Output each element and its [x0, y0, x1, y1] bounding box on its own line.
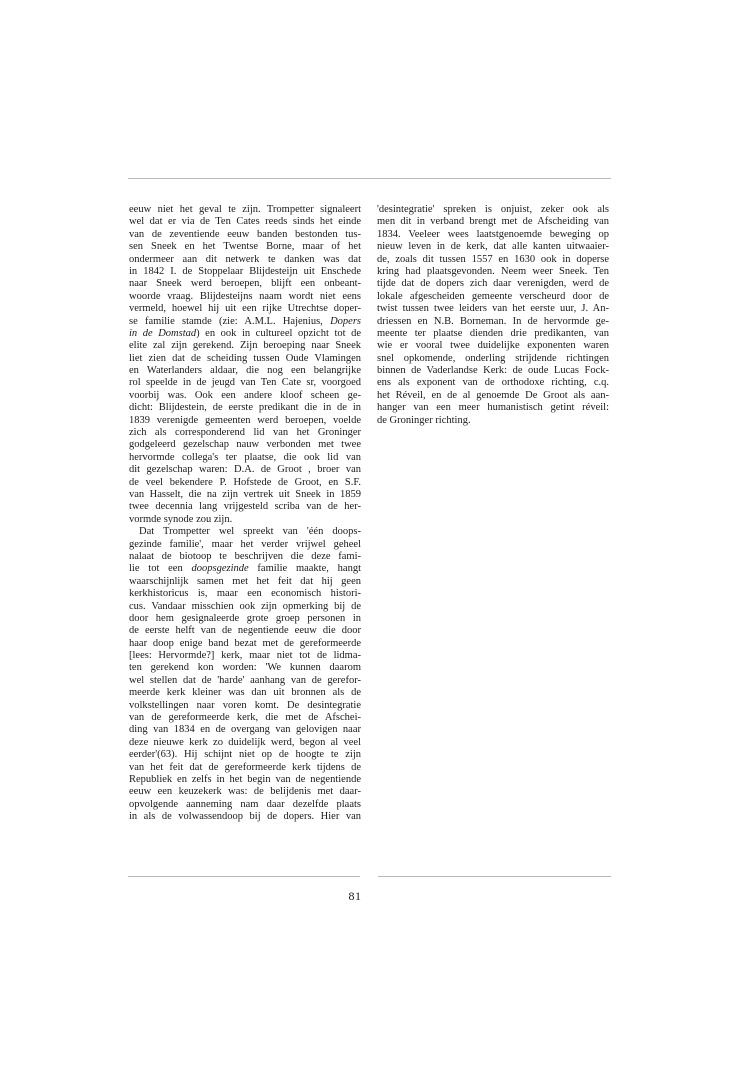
- right-column: [377, 204, 609, 427]
- line-text: eerder'(63). Hij schijnt niet op de hoogte te zijn: [129, 749, 361, 761]
- line-text: opvolgende aanneming nam daar dezelfde plaats: [129, 798, 361, 810]
- text-line: [377, 229, 609, 241]
- line-text: hanger van een meer humanistisch getint réveil:: [377, 402, 609, 414]
- text-line: [129, 799, 361, 811]
- text-line: [129, 204, 361, 216]
- text-line: [129, 650, 361, 662]
- line-text: de veel bekendere P. Hofstede de Groot, en S.F.: [129, 476, 361, 488]
- line-text: familie maakte, hangt: [248, 563, 361, 575]
- text-line: [129, 402, 361, 414]
- line-text: wel dat er via de Ten Cates reeds sinds het einde: [129, 216, 361, 228]
- line-text: de Groninger richting.: [377, 414, 471, 426]
- text-line: [129, 724, 361, 736]
- line-text: in als de volwassendoop bij de dopers. Hier van: [129, 811, 361, 823]
- line-text: ens als exponent van de orthodoxe richting, c.q.: [377, 377, 609, 389]
- text-line: [129, 638, 361, 650]
- text-line: [129, 737, 361, 749]
- line-text: elite zal zijn gerekend. Zijn beroeping naar Sneek: [129, 340, 361, 352]
- italic-text: in de Domstad: [129, 327, 197, 339]
- line-text: eeuw niet het geval te zijn. Trompetter signaleert: [129, 204, 361, 215]
- text-line: [129, 415, 361, 427]
- text-line: [129, 439, 361, 451]
- text-line: [129, 774, 361, 786]
- line-text: door hem gesignaleerde grote groep personen in: [129, 612, 361, 624]
- line-text: lokale afgescheiden gemeente verscheurd door de: [377, 290, 609, 302]
- text-line: [129, 278, 361, 290]
- line-text: deze nieuwe kerk zo duidelijk werd, begon al veel: [129, 736, 361, 748]
- line-text: en Waterlanders aldaar, die nog een belangrijke: [129, 365, 361, 377]
- line-text: sen Sneek en het Twentse Borne, maar of het: [129, 241, 361, 253]
- line-text: voorbij was. Ook een andere kloof scheen ge-: [129, 389, 361, 401]
- line-text: ) en ook in cultureel opzicht tot de: [196, 327, 361, 339]
- text-line: [129, 501, 361, 513]
- line-text: gezinde familie', maar het verder vrijwel geheel: [129, 538, 361, 550]
- line-text: men dit in verband brengt met de Afscheiding van: [377, 216, 609, 228]
- text-line: [129, 464, 361, 476]
- text-line: [129, 216, 361, 228]
- text-line: [377, 365, 609, 377]
- text-line: [129, 340, 361, 352]
- text-line: [377, 291, 609, 303]
- line-text: tijde dat de dopers zich daar verenigden, werd de: [377, 278, 609, 290]
- text-line: [377, 353, 609, 365]
- line-text: lie tot een: [129, 563, 192, 575]
- text-line: [129, 576, 361, 588]
- line-text: rol speelde in de jeugd van Ten Cate sr, voorgoed: [129, 377, 361, 389]
- line-text: liet zien dat de scheiding tussen Oude Vlamingen: [129, 352, 361, 364]
- text-line: [129, 539, 361, 551]
- text-line: [377, 204, 609, 216]
- text-line: [377, 303, 609, 315]
- text-line: [129, 700, 361, 712]
- text-line: [129, 551, 361, 563]
- left-column: [129, 204, 361, 824]
- line-text: van de zeventiende eeuw banden bestonden tus-: [129, 228, 361, 240]
- text-line: [129, 526, 361, 538]
- line-text: wie er vooral twee duidelijke exponenten waren: [377, 340, 609, 352]
- line-text: het Réveil, en de al genoemde De Groot als aan-: [377, 389, 609, 401]
- text-line: [377, 340, 609, 352]
- page-number: 81: [348, 889, 362, 903]
- line-text: waarschijnlijk samen met het feit dat hij geen: [129, 575, 361, 587]
- line-text: meente ter plaatse dienden drie predikanten, van: [377, 327, 609, 339]
- line-text: de eerste helft van de negentiende eeuw die door: [129, 625, 361, 637]
- line-text: 1834. Veeleer wees laatstgenoemde beweging op: [377, 228, 609, 240]
- text-line: [129, 625, 361, 637]
- line-text: binnen de Vaderlandse Kerk: de oude Lucas Fock-: [377, 365, 609, 377]
- line-text: van Hasselt, die na zijn vertrek uit Sneek in 1859: [129, 488, 361, 500]
- line-text: vermeld, hoewel hij uit een rijke Utrechtse doper-: [129, 303, 361, 315]
- text-line: [129, 316, 361, 328]
- line-text: [lees: Hervormde?] kerk, maar niet tot de lidma-: [129, 650, 361, 662]
- text-line: [129, 254, 361, 266]
- line-text: cus. Vandaar misschien ook zijn opmerking bij de: [129, 600, 361, 612]
- line-text: de, zoals dit tussen 1557 en 1630 ook in doperse: [377, 253, 609, 265]
- text-line: [129, 786, 361, 798]
- line-text: wel stellen dat de 'harde' aanhang van de gerefor-: [129, 674, 361, 686]
- text-line: [129, 229, 361, 241]
- line-text: Republiek en zelfs in het begin van de negentiende: [129, 773, 361, 785]
- text-line: [129, 390, 361, 402]
- line-text: twee decennia lang vrijgesteld scriba van de her-: [129, 501, 361, 513]
- text-line: [129, 662, 361, 674]
- line-text: snel opkomende, onderling strijdende richtingen: [377, 352, 609, 364]
- text-line: [377, 241, 609, 253]
- text-line: [129, 452, 361, 464]
- line-text: nieuw leven in de kerk, dat alle kanten uitwaaier-: [377, 241, 609, 253]
- line-text: hervormde collega's ter plaatse, die ook lid van: [129, 451, 361, 463]
- line-text: van de gereformeerde kerk, die met de Afschei-: [129, 712, 361, 724]
- line-text: dit gezelschap waren: D.A. de Groot , broer van: [129, 464, 361, 476]
- bottom-rule-left: [128, 876, 360, 877]
- italic-text: doopsgezinde: [191, 563, 249, 575]
- bottom-rule-right: [378, 876, 611, 877]
- text-line: [377, 266, 609, 278]
- line-text: vormde synode zou zijn.: [129, 513, 233, 525]
- text-line: [129, 266, 361, 278]
- line-text: 1839 verenigde gemeenten werd beroepen, voelde: [129, 414, 361, 426]
- line-text: haar doop enige band bezat met de gereformeerde: [129, 637, 361, 649]
- text-line: [129, 291, 361, 303]
- line-text: driessen en N.B. Borneman. In de hervormde ge-: [377, 315, 609, 327]
- text-line: [129, 303, 361, 315]
- line-text: ten gerekend kon worden: 'We kunnen daarom: [129, 662, 361, 674]
- line-text: dicht: Blijdestein, de eerste predikant die in de in: [129, 402, 361, 414]
- line-text: zich als corresponderend lid van het Groninger: [129, 427, 361, 439]
- top-rule: [128, 178, 611, 179]
- text-line: [129, 377, 361, 389]
- text-line: [129, 613, 361, 625]
- text-line: [377, 402, 609, 414]
- text-line: [129, 328, 361, 340]
- line-text: twist tussen twee leiders van het eerste uur, J. An-: [377, 303, 609, 315]
- line-text: ding van 1834 en de overgang van gelovigen naar: [129, 724, 361, 736]
- line-text: Dat Trompetter wel spreekt van 'één doops-: [139, 526, 361, 538]
- line-text: meerde kerk kleiner was dan uit bronnen als de: [129, 687, 361, 699]
- line-text: in 1842 I. de Stoppelaar Blijdesteijn uit Enschede: [129, 265, 361, 277]
- text-line: [129, 601, 361, 613]
- text-line: [129, 762, 361, 774]
- text-line: [377, 328, 609, 340]
- text-line: [129, 749, 361, 761]
- line-text: volkstellingen naar voren komt. De desintegratie: [129, 699, 361, 711]
- text-line: [129, 353, 361, 365]
- line-text: van het feit dat de gereformeerde kerk tijdens de: [129, 761, 361, 773]
- text-line: [377, 377, 609, 389]
- text-line: [129, 563, 361, 575]
- text-line: [377, 278, 609, 290]
- text-line: [377, 390, 609, 402]
- line-text: nalaat de biotoop te beschrijven die deze fami-: [129, 550, 361, 562]
- line-text: eeuw een keuzekerk was: de belijdenis met daar-: [129, 786, 361, 798]
- text-line: [129, 427, 361, 439]
- line-text: godgeleerd gezelschap nauw verbonden met twee: [129, 439, 361, 451]
- text-line: [377, 254, 609, 266]
- line-text: naar Sneek werd beroepen, blijft een onbeant-: [129, 278, 361, 290]
- text-line: [377, 216, 609, 228]
- text-line: [129, 477, 361, 489]
- text-line: [129, 712, 361, 724]
- text-line: [129, 811, 361, 823]
- text-line: [129, 514, 361, 526]
- text-line: [129, 489, 361, 501]
- line-text: ondermeer aan dit netwerk te danken was dat: [129, 253, 361, 265]
- text-line: [129, 365, 361, 377]
- text-line: [377, 316, 609, 328]
- line-text: kerkhistoricus is, maar een economisch histori-: [129, 588, 361, 600]
- text-line: [129, 675, 361, 687]
- line-text: woorde vraag. Blijdesteijns naam wordt niet eens: [129, 290, 361, 302]
- text-line: [129, 588, 361, 600]
- line-text: kring had plaatsgevonden. Neem weer Sneek. Ten: [377, 265, 609, 277]
- line-text: se familie stamde (zie: A.M.L. Hajenius,: [129, 315, 331, 327]
- text-line: [377, 415, 609, 427]
- text-line: [129, 687, 361, 699]
- text-line: [129, 241, 361, 253]
- line-text: 'desintegratie' spreken is onjuist, zeker ook als: [377, 204, 609, 215]
- italic-text: Dopers: [330, 315, 361, 327]
